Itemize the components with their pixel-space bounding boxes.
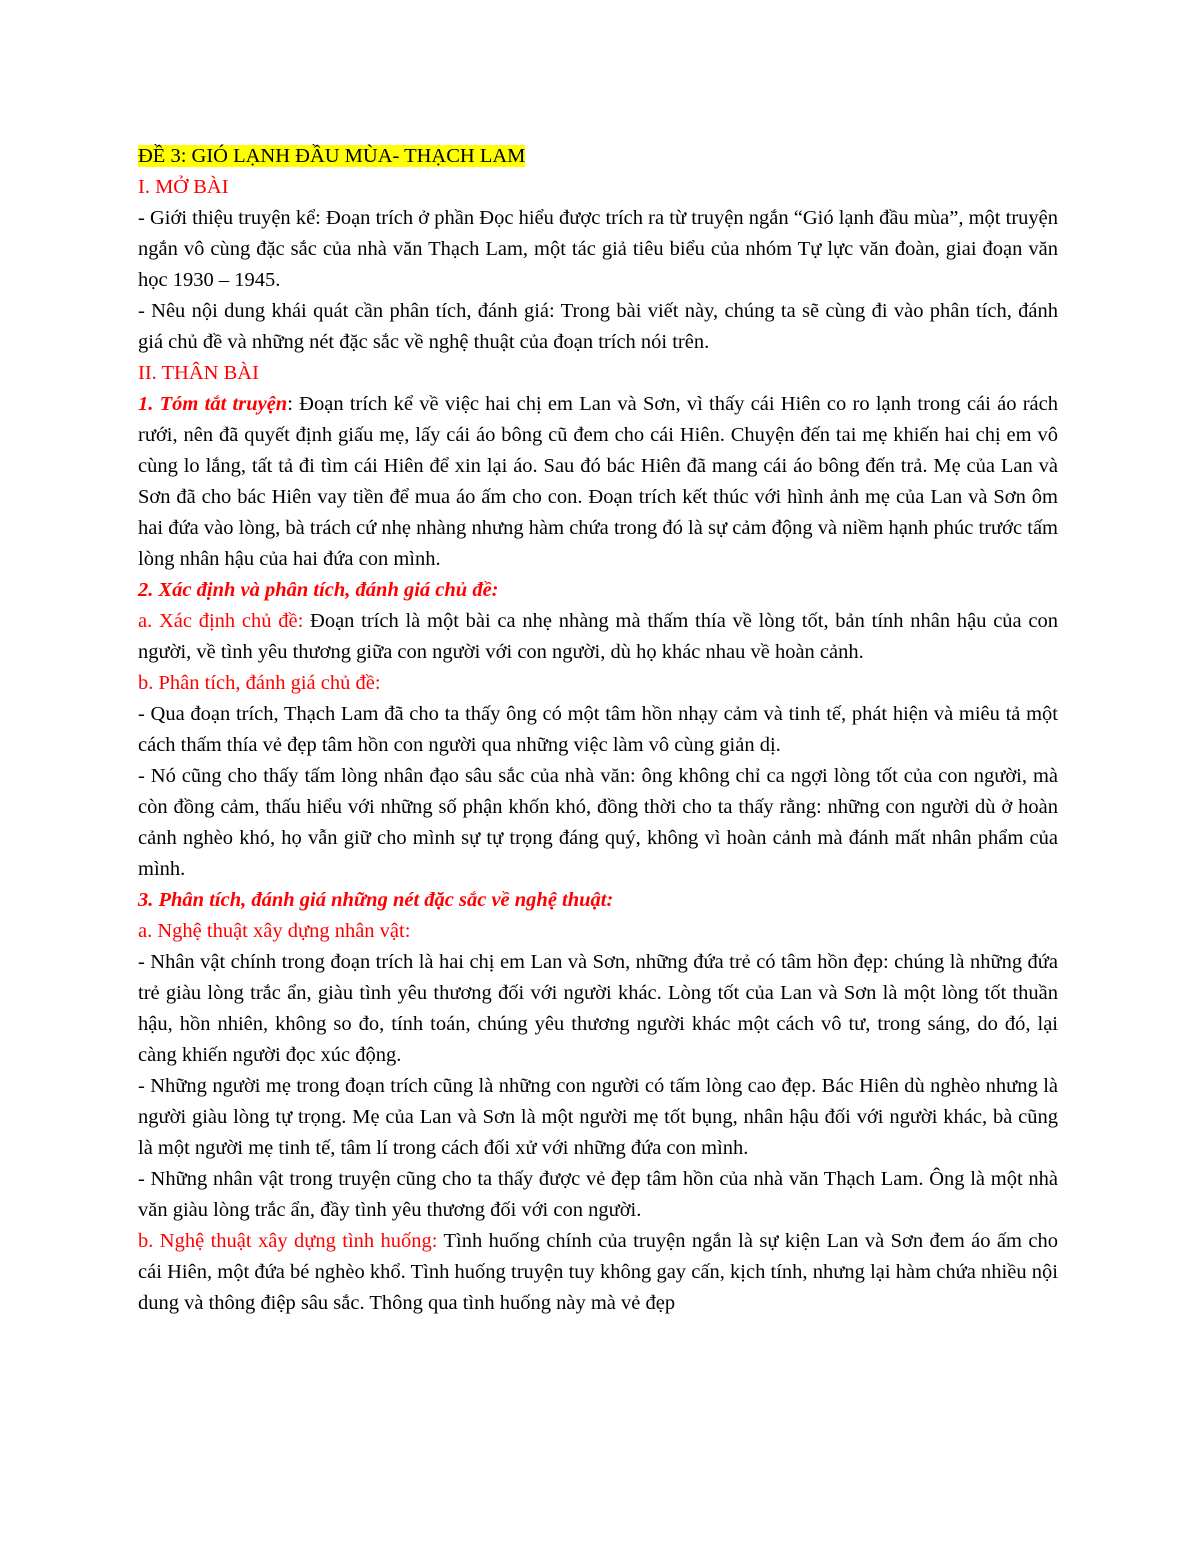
paragraph: - Nêu nội dung khái quát cần phân tích, đánh giá: Trong bài viết này, chúng ta sẽ cùng đi vào phân tích, đánh giá chủ đề và những nét đặc sắc về nghệ thuật của đoạn trích nói trên. — [138, 300, 1058, 353]
paragraph — [138, 1226, 1058, 1319]
subheading: 2. Xác định và phân tích, đánh giá chủ đề: — [138, 579, 499, 601]
paragraph-summary — [138, 389, 1058, 575]
subsection-heading: a. Nghệ thuật xây dựng nhân vật: — [138, 920, 411, 942]
title-highlight: ĐỀ 3: GIÓ LẠNH ĐẦU MÙA- THẠCH LAM — [138, 145, 526, 167]
subheading: 3. Phân tích, đánh giá những nét đặc sắc về nghệ thuật: — [138, 889, 614, 911]
subsection-label: b. Nghệ thuật xây dựng tình huống: — [138, 1230, 438, 1252]
paragraph: - Nó cũng cho thấy tấm lòng nhân đạo sâu sắc của nhà văn: ông không chỉ ca ngợi lòng tốt của con người, mà còn đồng cảm, thấu hiểu với những số phận khốn khó, đồng thời cho ta thấy rằng: những con người dù ở hoàn cảnh nghèo khó, họ vẫn giữ cho mình sự tự trọng đáng quý, không vì hoàn cảnh mà đánh mất nhân phẩm của mình. — [138, 765, 1058, 880]
section-heading-than-bai: II. THÂN BÀI — [138, 362, 259, 384]
paragraph: - Nhân vật chính trong đoạn trích là hai chị em Lan và Sơn, những đứa trẻ có tâm hồn đẹp: chúng là những đứa trẻ giàu lòng trắc ẩn, giàu tình yêu thương đối với người khác. Lòng tốt của Lan và Sơn là một lòng tốt thuần hậu, hồn nhiên, không so đo, tính toán, chúng yêu thương người khác một cách vô tư, trong sáng, do đó, lại càng khiến người đọc xúc động. — [138, 951, 1058, 1066]
paragraph-text: Đoạn trích là một bài ca nhẹ nhàng mà thấm thía về lòng tốt, bản tính nhân hậu của con người, về tình yêu thương giữa con người với con người, dù họ khác nhau về hoàn cảnh. — [138, 610, 1058, 663]
subsection-label: a. Xác định chủ đề: — [138, 610, 304, 632]
document-title — [138, 141, 1058, 172]
paragraph: - Qua đoạn trích, Thạch Lam đã cho ta thấy ông có một tâm hồn nhạy cảm và tinh tế, phát hiện và miêu tả một cách thấm thía vẻ đẹp tâm hồn con người qua những việc làm vô cùng giản dị. — [138, 703, 1058, 756]
paragraph-text: Tình huống chính của truyện ngắn là sự kiện Lan và Sơn đem áo ấm cho cái Hiên, một đứa bé nghèo khổ. Tình huống truyện tuy không gay cấn, kịch tính, nhưng lại hàm chứa nhiều nội dung và thông điệp sâu sắc. Thông qua tình huống này mà vẻ đẹp — [138, 1230, 1058, 1314]
paragraph: - Những nhân vật trong truyện cũng cho ta thấy được vẻ đẹp tâm hồn của nhà văn Thạch Lam. Ông là một nhà văn giàu lòng trắc ẩn, đầy tình yêu thương đối với con người. — [138, 1168, 1058, 1221]
subheading-inline: 1. Tóm tắt truyện — [138, 393, 288, 415]
document-body — [138, 141, 1058, 1319]
paragraph: - Những người mẹ trong đoạn trích cũng là những con người có tấm lòng cao đẹp. Bác Hiên dù nghèo nhưng là người giàu lòng tự trọng. Mẹ của Lan và Sơn là một người mẹ tốt bụng, nhân hậu đối với người khác, bà cũng là một người mẹ tinh tế, tâm lí trong cách đối xử với những đứa con mình. — [138, 1075, 1058, 1159]
subsection-heading: b. Phân tích, đánh giá chủ đề: — [138, 672, 381, 694]
paragraph: - Giới thiệu truyện kể: Đoạn trích ở phần Đọc hiểu được trích ra từ truyện ngắn “Gió lạnh đầu mùa”, một truyện ngắn vô cùng đặc sắc của nhà văn Thạch Lam, một tác giả tiêu biểu của nhóm Tự lực văn đoàn, giai đoạn văn học 1930 – 1945. — [138, 207, 1058, 291]
paragraph-text: : Đoạn trích kể về việc hai chị em Lan và Sơn, vì thấy cái Hiên co ro lạnh trong cái áo rách rưới, nên đã quyết định giấu mẹ, lấy cái áo bông cũ đem cho cái Hiên. Chuyện đến tai mẹ khiến hai chị em vô cùng lo lắng, tất tả đi tìm cái Hiên để xin lại áo. Sau đó bác Hiên đã mang cái áo bông đến trả. Mẹ của Lan và Sơn đã cho bác Hiên vay tiền để mua áo ấm cho con. Đoạn trích kết thúc với hình ảnh mẹ của Lan và Sơn ôm hai đứa vào lòng, bà trách cứ nhẹ nhàng nhưng hàm chứa trong đó là sự cảm động và niềm hạnh phúc trước tấm lòng nhân hậu của hai đứa con mình. — [138, 393, 1058, 570]
paragraph — [138, 606, 1058, 668]
section-heading-mo-bai: I. MỞ BÀI — [138, 176, 229, 198]
